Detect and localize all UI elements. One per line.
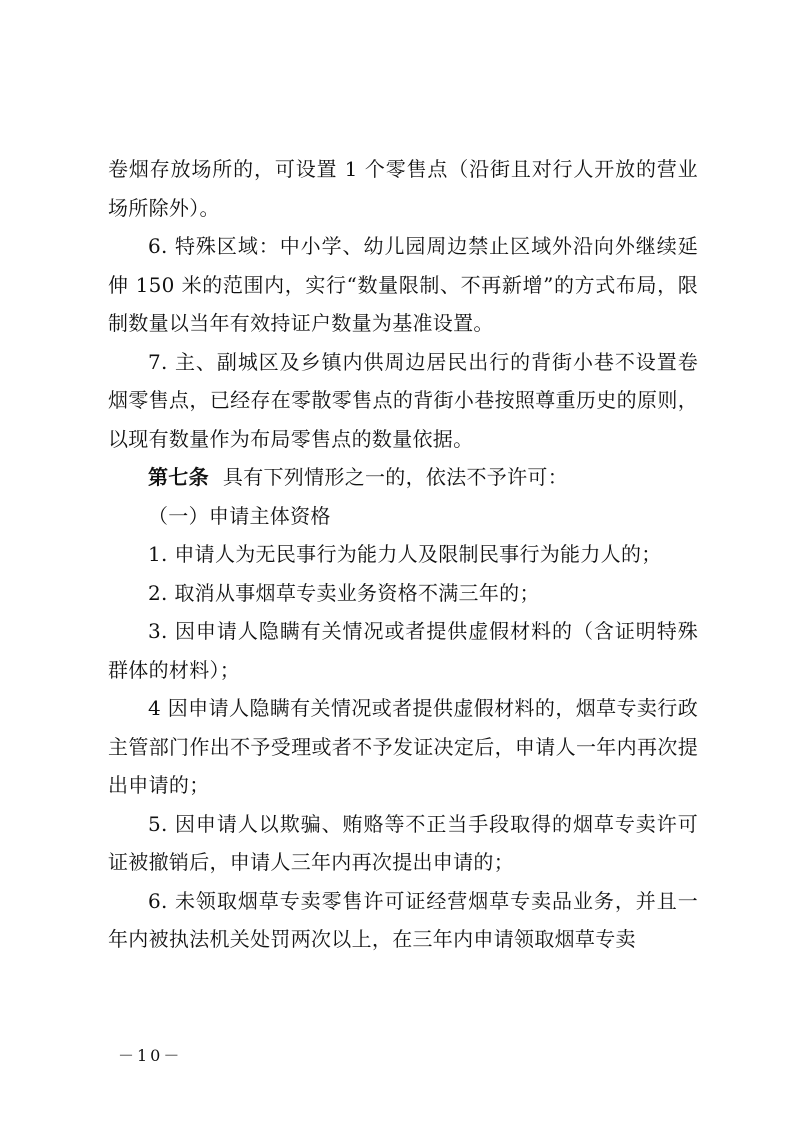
article-seven <box>108 458 698 497</box>
paragraph-item-7: 7. 主、副城区及乡镇内供周边居民出行的背街小巷不设置卷烟零售点，已经存在零散零售点的背街小巷按照尊重历史的原则，以现有数量作为布局零售点的数量依据。 <box>108 349 698 451</box>
page-number: －10－ <box>118 1046 183 1065</box>
section-heading: （一）申请主体资格 <box>148 503 331 528</box>
paragraph-continued: 卷烟存放场所的，可设置 1 个零售点（沿街且对行人开放的营业场所除外）。 <box>108 157 698 220</box>
paragraph-item-6: 6. 特殊区域：中小学、幼儿园周边禁止区域外沿向外继续延伸 150 米的范围内，实行“数量限制、不再新增”的方式布局，限制数量以当年有效持证户数量为基准设置。 <box>108 234 698 335</box>
list-item: 3. 因申请人隐瞒有关情况或者提供虚假材料的（含证明特殊群体的材料）； <box>108 619 698 682</box>
list-item: 4 因申请人隐瞒有关情况或者提供虚假材料的，烟草专卖行政主管部门作出不予受理或者不予发证决定后，申请人一年内再次提出申请的； <box>108 696 698 797</box>
list-item: 2. 取消从事烟草专卖业务资格不满三年的； <box>148 580 540 605</box>
body-text <box>108 150 698 959</box>
list-item: 5. 因申请人以欺骗、贿赂等不正当手段取得的烟草专卖许可证被撤销后，申请人三年内再次提出申请的； <box>108 811 698 874</box>
article-label: 第七条 <box>148 465 209 489</box>
list-item: 1. 申请人为无民事行为能力人及限制民事行为能力人的； <box>148 542 662 566</box>
list-item: 6. 未领取烟草专卖零售许可证经营烟草专卖品业务，并且一年内被执法机关处罚两次以上，在三年内申请领取烟草专卖 <box>108 888 698 951</box>
article-text: 具有下列情形之一的，依法不予许可： <box>222 465 569 489</box>
